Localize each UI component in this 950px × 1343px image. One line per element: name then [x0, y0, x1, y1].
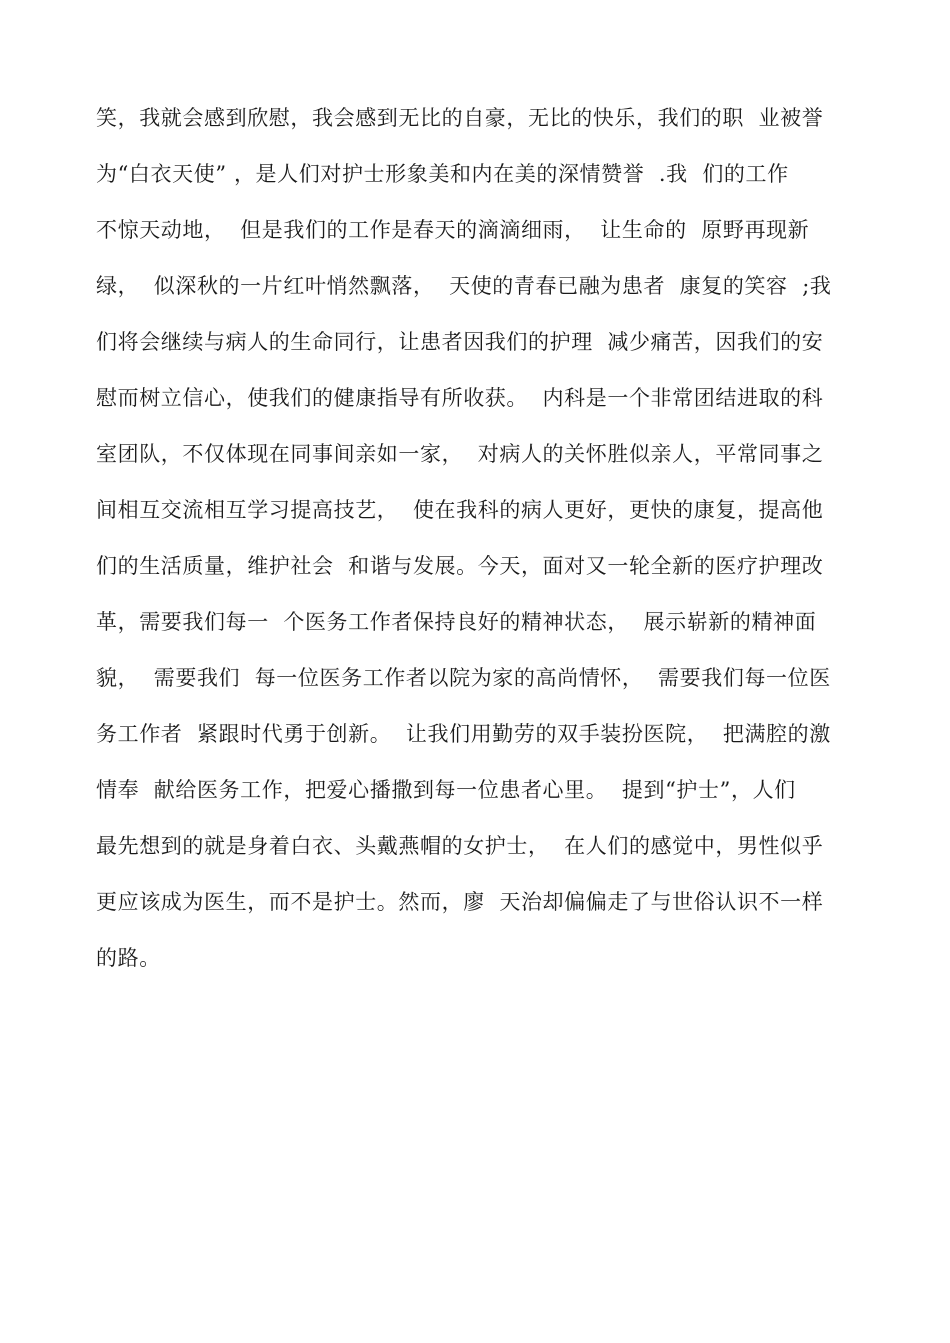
text-line: 革，需要我们每一 个医务工作者保持良好的精神状态， 展示崭新的精神面 [96, 610, 817, 634]
text-line: 的路。 [96, 946, 161, 970]
text-line: 慰而树立信心，使我们的健康指导有所收获。 内科是一个非常团结进取的科 [96, 386, 824, 410]
text-line: 们的生活质量，维护社会 和谐与发展。今天，面对又一轮全新的医疗护理改 [96, 554, 824, 578]
text-line: 情奉 献给医务工作，把爱心播撒到每一位患者心里。 提到“护士”，人们 [96, 778, 796, 802]
text-line: 间相互交流相互学习提高技艺， 使在我科的病人更好，更快的康复，提高他 [96, 498, 824, 522]
text-line: 貌， 需要我们 每一位医务工作者以院为家的高尚情怀， 需要我们每一位医 [96, 666, 831, 690]
body-text [96, 96, 866, 992]
text-line: 最先想到的就是身着白衣、头戴燕帽的女护士， 在人们的感觉中，男性似乎 [96, 834, 824, 858]
text-line: 更应该成为医生，而不是护士。然而，廖 天治却偏偏走了与世俗认识不一样 [96, 890, 824, 914]
text-line: 为“白衣天使” ，是人们对护士形象美和内在美的深情赞誉 .我 们的工作 [96, 162, 789, 186]
text-line: 们将会继续与病人的生命同行，让患者因我们的护理 减少痛苦，因我们的安 [96, 330, 824, 354]
text-line: 室团队，不仅体现在同事间亲如一家， 对病人的关怀胜似亲人，平常同事之 [96, 442, 824, 466]
text-line: 笑，我就会感到欣慰，我会感到无比的自豪，无比的快乐，我们的职 业被誉 [96, 106, 824, 130]
text-line: 不惊天动地， 但是我们的工作是春天的滴滴细雨， 让生命的 原野再现新 [96, 218, 810, 242]
text-line: 务工作者 紧跟时代勇于创新。 让我们用勤劳的双手装扮医院， 把满腔的激 [96, 722, 831, 746]
text-line: 绿， 似深秋的一片红叶悄然飘落， 天使的青春已融为患者 康复的笑容 ;我 [96, 274, 832, 298]
